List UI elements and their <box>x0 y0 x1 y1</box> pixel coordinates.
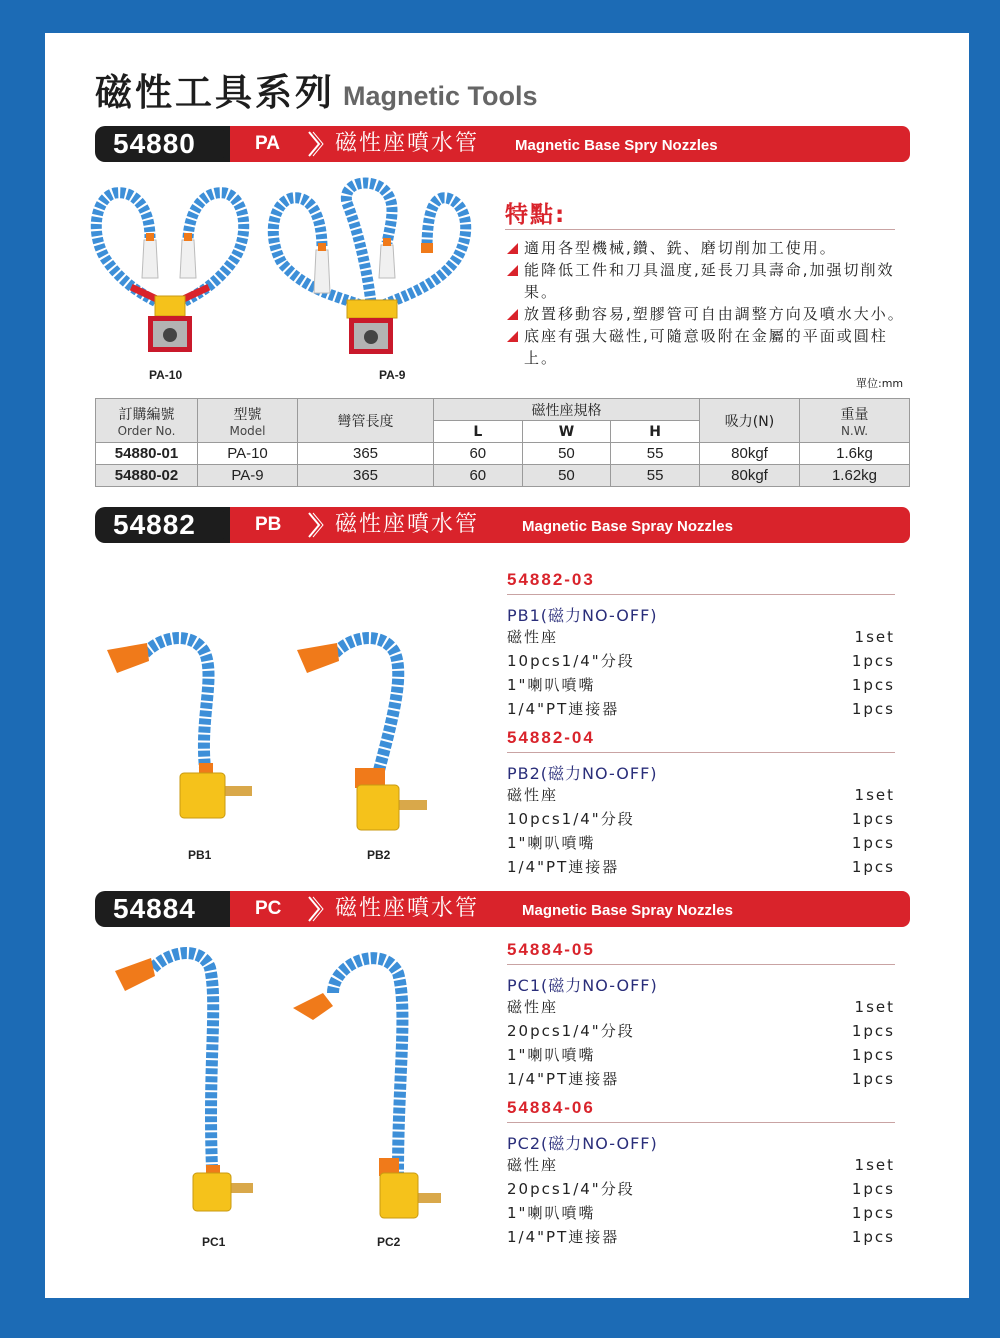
product-label-pa-10: PA-10 <box>149 368 183 382</box>
title-chinese: 磁性工具系列 <box>95 71 335 114</box>
header-length: 彎管長度 <box>298 399 434 443</box>
features-heading: 特點: <box>505 202 567 228</box>
chevron-right-icon <box>303 511 331 539</box>
header-w: W <box>522 421 611 443</box>
features-list <box>507 237 907 369</box>
kit-54884-06 <box>507 1098 897 1249</box>
kit-item: 20pcs1/4"分段 1pcs <box>507 1180 895 1198</box>
product-label-pc1: PC1 <box>202 1235 226 1249</box>
cell-force: 80kgf <box>700 443 800 465</box>
section-title-cn: 磁性座噴水管 <box>335 512 480 537</box>
kit-item: 磁性座 1set <box>507 998 895 1016</box>
product-image-pb2 <box>295 628 445 838</box>
kit-model: PB1(磁力NO-OFF) <box>507 606 658 625</box>
section-number: 54884 <box>113 893 196 924</box>
title-english: Magnetic Tools <box>343 81 538 111</box>
feature-item: 底座有强大磁性,可隨意吸附在金屬的平面或圓柱上。 <box>507 325 907 369</box>
feature-item: 適用各型機械,鑽、銑、磨切削加工使用。 <box>507 237 907 259</box>
product-label-pa-9: PA-9 <box>379 368 406 382</box>
kit-model: PB2(磁力NO-OFF) <box>507 764 658 783</box>
cell-w: 50 <box>522 443 611 465</box>
table-row <box>96 443 910 465</box>
feature-item: 放置移動容易,塑膠管可自由調整方向及噴水大小。 <box>507 303 907 325</box>
product-label-pc2: PC2 <box>377 1235 401 1249</box>
cell-l: 60 <box>434 465 523 487</box>
kit-item: 磁性座 1set <box>507 628 895 646</box>
section-code: PC <box>255 898 282 919</box>
table-row <box>96 465 910 487</box>
product-label-pb2: PB2 <box>367 848 391 862</box>
kit-54884-05 <box>507 940 897 1091</box>
chevron-right-icon <box>303 895 331 923</box>
kit-model: PC2(磁力NO-OFF) <box>507 1134 658 1153</box>
kit-54882-03 <box>507 570 897 721</box>
cell-force: 80kgf <box>700 465 800 487</box>
kit-item: 1"喇叭噴嘴 1pcs <box>507 1046 895 1064</box>
cell-h: 55 <box>611 465 700 487</box>
section-title-cn: 磁性座噴水管 <box>335 896 480 921</box>
cell-order: 54880-01 <box>96 443 198 465</box>
section-title-en: Magnetic Base Spray Nozzles <box>522 902 733 919</box>
section-band-54880 <box>95 126 910 162</box>
cell-length: 365 <box>298 443 434 465</box>
header-h: H <box>611 421 700 443</box>
kit-code: 54882-04 <box>507 728 595 747</box>
kit-item: 10pcs1/4"分段 1pcs <box>507 652 895 670</box>
kit-model: PC1(磁力NO-OFF) <box>507 976 658 995</box>
header-weight: 重量 N.W. <box>800 399 910 443</box>
cell-l: 60 <box>434 443 523 465</box>
product-image-pa-9 <box>267 178 477 353</box>
product-image-pb1 <box>105 628 255 828</box>
kit-item: 1"喇叭噴嘴 1pcs <box>507 1204 895 1222</box>
header-order-no: 訂購編號 Order No. <box>96 399 198 443</box>
kit-code: 54884-05 <box>507 940 595 959</box>
section-title-en: Magnetic Base Spry Nozzles <box>515 137 718 154</box>
section-title-cn: 磁性座噴水管 <box>335 131 480 156</box>
cell-length: 365 <box>298 465 434 487</box>
kit-item: 1"喇叭噴嘴 1pcs <box>507 834 895 852</box>
cell-w: 50 <box>522 465 611 487</box>
kit-item: 1/4"PT連接器 1pcs <box>507 1070 895 1088</box>
product-image-pc2 <box>293 948 453 1223</box>
kit-item: 磁性座 1set <box>507 1156 895 1174</box>
section-number: 54882 <box>113 509 196 540</box>
kit-code: 54884-06 <box>507 1098 595 1117</box>
cell-model: PA-9 <box>198 465 298 487</box>
catalog-page <box>45 33 969 1298</box>
header-force: 吸力(N) <box>700 399 800 443</box>
cell-weight: 1.62kg <box>800 465 910 487</box>
kit-code: 54882-03 <box>507 570 595 589</box>
feature-item: 能降低工件和刀具溫度,延長刀具壽命,加强切削效果。 <box>507 259 907 303</box>
section-band-54882 <box>95 507 910 543</box>
kit-item: 1/4"PT連接器 1pcs <box>507 858 895 876</box>
cell-model: PA-10 <box>198 443 298 465</box>
kit-item: 磁性座 1set <box>507 786 895 804</box>
product-label-pb1: PB1 <box>188 848 212 862</box>
section-code: PA <box>255 133 280 154</box>
section-code: PB <box>255 514 282 535</box>
kit-item: 20pcs1/4"分段 1pcs <box>507 1022 895 1040</box>
features-divider <box>505 229 895 230</box>
cell-h: 55 <box>611 443 700 465</box>
kit-54882-04 <box>507 728 897 879</box>
chevron-right-icon <box>303 130 331 158</box>
header-base-spec: 磁性座規格 <box>434 399 700 421</box>
kit-item: 1/4"PT連接器 1pcs <box>507 1228 895 1246</box>
section-title-en: Magnetic Base Spray Nozzles <box>522 518 733 535</box>
unit-note: 單位:mm <box>856 377 904 390</box>
spec-table <box>95 398 910 487</box>
section-number: 54880 <box>113 128 196 159</box>
page-title <box>95 71 538 115</box>
header-l: L <box>434 421 523 443</box>
product-image-pa-10 <box>90 178 250 353</box>
cell-weight: 1.6kg <box>800 443 910 465</box>
kit-item: 1"喇叭噴嘴 1pcs <box>507 676 895 694</box>
kit-item: 10pcs1/4"分段 1pcs <box>507 810 895 828</box>
section-band-54884 <box>95 891 910 927</box>
kit-item: 1/4"PT連接器 1pcs <box>507 700 895 718</box>
cell-order: 54880-02 <box>96 465 198 487</box>
product-image-pc1 <box>113 943 263 1218</box>
header-model: 型號 Model <box>198 399 298 443</box>
